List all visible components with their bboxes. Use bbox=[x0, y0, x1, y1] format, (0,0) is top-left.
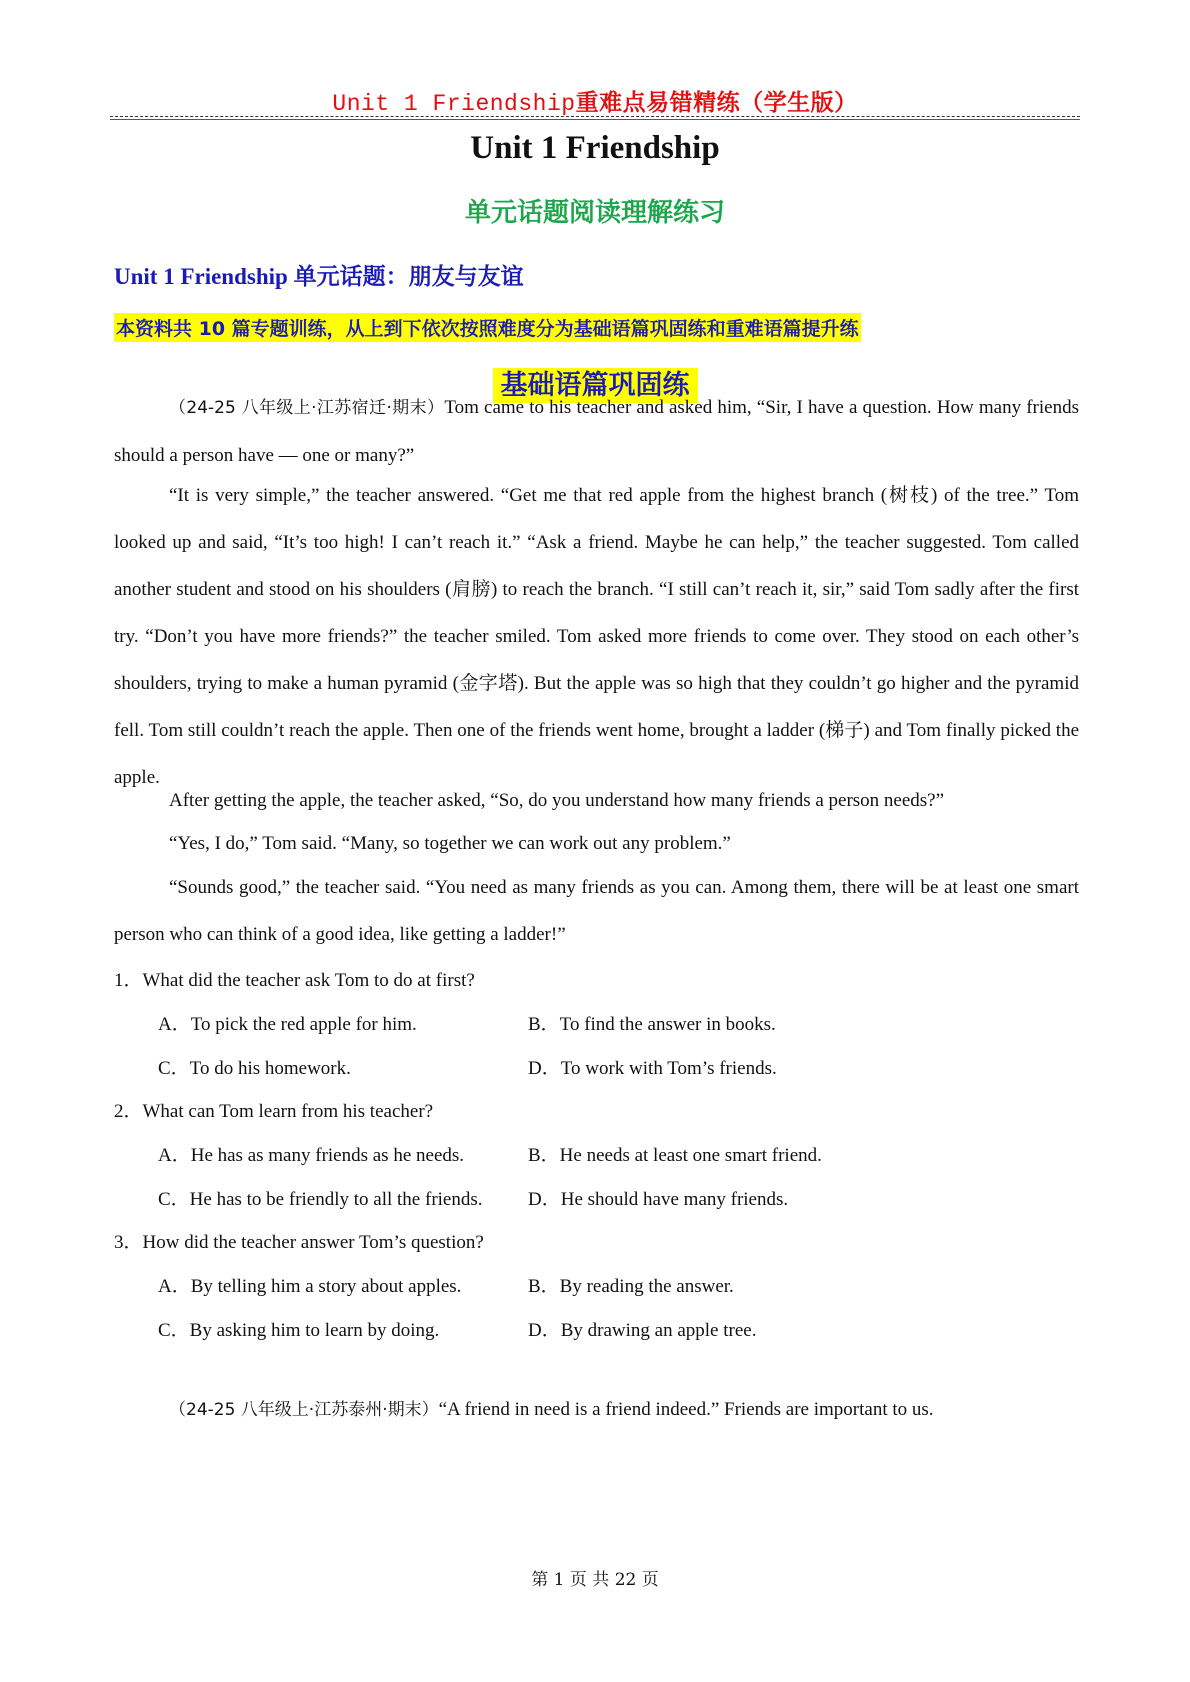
passage1-paragraph-2: “It is very simple,” the teacher answered. “Get me that red apple from the highest branch (树枝) of the tree.” Tom looked up and said, “It’s too high! I can’t reach it.” “Ask a friend. Maybe he can help,” the teacher suggested. Tom called another student and stood on his shoulders (肩膀) to reach the branch. “I still can’t reach it, sir,” said Tom sadly after the first try. “Don’t you have more friends?” the teacher smiled. Tom asked more friends to come over. They stood on each other’s shoulders, trying to make a human pyramid (金字塔). But the apple was so high that they couldn’t go higher and the pyramid fell. Tom still couldn’t reach the apple. Then one of the friends went home, brought a ladder (梯子) and Tom finally picked the apple. bbox=[114, 485, 1079, 788]
unit-topic bbox=[114, 258, 524, 291]
header-title-cn: 重难点易错精练（学生版） bbox=[575, 90, 858, 116]
question-3-option-c: C．By asking him to learn by doing. bbox=[158, 1320, 440, 1341]
question-3-option-d: D．By drawing an apple tree. bbox=[528, 1320, 757, 1341]
header-title-en: Unit 1 Friendship bbox=[332, 91, 576, 117]
page-footer: 第 1 页 共 22 页 bbox=[531, 1570, 659, 1590]
passage1-source: （24-25 八年级上·江苏宿迁·期末） bbox=[169, 398, 445, 418]
question-2-stem: 2．What can Tom learn from his teacher? bbox=[114, 1101, 434, 1122]
question-2-option-a: A．He has as many friends as he needs. bbox=[158, 1145, 465, 1166]
section-heading-text: 基础语篇巩固练 bbox=[493, 368, 698, 403]
question-1-option-c: C．To do his homework. bbox=[158, 1058, 351, 1079]
passage2-p1-text: “A friend in need is a friend indeed.” Friends are important to us. bbox=[438, 1399, 934, 1420]
material-note bbox=[114, 313, 861, 342]
question-2-option-c: C．He has to be friendly to all the friends. bbox=[158, 1189, 483, 1210]
passage1-paragraph-3: After getting the apple, the teacher asked, “So, do you understand how many friends a person needs?” bbox=[169, 790, 945, 811]
unit-topic-en: Unit 1 Friendship bbox=[114, 264, 288, 289]
unit-topic-cn: 单元话题：朋友与友谊 bbox=[293, 264, 524, 290]
question-1-option-b: B．To find the answer in books. bbox=[528, 1014, 776, 1035]
material-note-text: 本资料共 10 篇专题训练，从上到下依次按照难度分为基础语篇巩固练和重难语篇提升练 bbox=[116, 318, 859, 340]
passage1-paragraph-4: “Yes, I do,” Tom said. “Many, so together we can work out any problem.” bbox=[169, 833, 731, 854]
question-3-option-a: A．By telling him a story about apples. bbox=[158, 1276, 462, 1297]
question-3-stem: 3．How did the teacher answer Tom’s question? bbox=[114, 1232, 484, 1253]
header-rule bbox=[110, 116, 1080, 117]
question-2-option-b: B．He needs at least one smart friend. bbox=[528, 1145, 822, 1166]
question-1-option-d: D．To work with Tom’s friends. bbox=[528, 1058, 777, 1079]
question-1-option-a: A．To pick the red apple for him. bbox=[158, 1014, 417, 1035]
passage1-p1-text: Tom came to his teacher and asked him, “Sir, I have a question. How many friends should a person have — one or many?” bbox=[114, 397, 1079, 466]
passage1-paragraph-5: “Sounds good,” the teacher said. “You need as many friends as you can. Among them, there will be at least one smart person who can think of a good idea, like getting a ladder!” bbox=[114, 877, 1079, 945]
passage1-paragraph-1 bbox=[114, 384, 1079, 479]
question-3-option-b: B．By reading the answer. bbox=[528, 1276, 734, 1297]
passage2-paragraph-1 bbox=[114, 1386, 1079, 1434]
page-subtitle: 单元话题阅读理解练习 bbox=[464, 198, 725, 228]
question-1-stem: 1．What did the teacher ask Tom to do at first? bbox=[114, 970, 475, 991]
question-2-option-d: D．He should have many friends. bbox=[528, 1189, 789, 1210]
passage2-source: （24-25 八年级上·江苏泰州·期末） bbox=[169, 1400, 439, 1420]
header-rule-solid bbox=[110, 119, 1080, 120]
page-header bbox=[110, 84, 1080, 117]
page-title: Unit 1 Friendship bbox=[470, 130, 720, 166]
